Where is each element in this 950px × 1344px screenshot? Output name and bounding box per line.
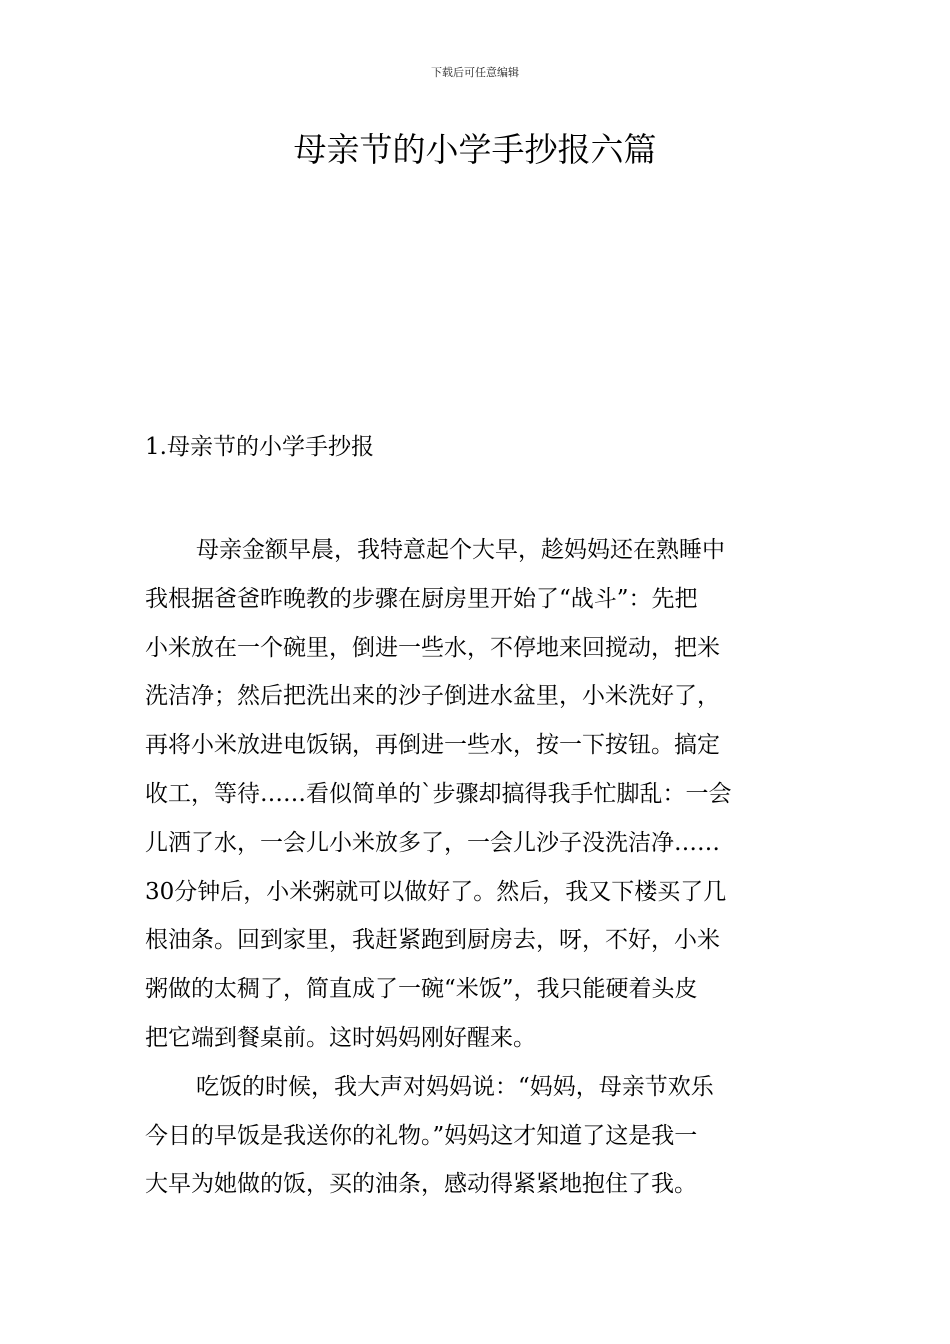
article-body bbox=[145, 526, 810, 1209]
paragraph-line: 我根据爸爸昨晚教的步骤在厨房里开始了“战斗”：先把 bbox=[145, 585, 698, 612]
paragraph-line: 把它端到餐桌前。这时妈妈刚好醒来。 bbox=[145, 1024, 536, 1051]
paragraph-line: 洗洁净；然后把洗出来的沙子倒进水盆里，小米洗好了， bbox=[145, 683, 720, 710]
paragraph-line: 收工，等待……看似简单的`步骤却搞得我手忙脚乱：一会 bbox=[145, 780, 732, 807]
paragraph-line: 大早为她做的饭，买的油条，感动得紧紧地抱住了我。 bbox=[145, 1171, 697, 1198]
paragraph-line: 再将小米放进电饭锅，再倒进一些水，按一下按钮。搞定 bbox=[145, 732, 720, 759]
paragraph-line: 今日的早饭是我送你的礼物。”妈妈这才知道了这是我一 bbox=[145, 1122, 698, 1149]
paragraph-line: 儿洒了水，一会儿小米放多了，一会儿沙子没洗洁净…… bbox=[145, 829, 720, 856]
paragraph-line: 母亲金额早晨，我特意起个大早，趁妈妈还在熟睡中 bbox=[196, 537, 725, 563]
paragraph-line: 根油条。回到家里，我赶紧跑到厨房去，呀，不好，小米 bbox=[145, 927, 720, 954]
paragraph-line: 30分钟后，小米粥就可以做好了。然后，我又下楼买了几 bbox=[145, 878, 727, 905]
paragraph-line: 小米放在一个碗里，倒进一些水，不停地来回搅动，把米 bbox=[145, 634, 720, 661]
paragraph-line: 吃饭的时候，我大声对妈妈说：“妈妈，母亲节欢乐 bbox=[196, 1073, 714, 1100]
paragraph-line: 粥做的太稠了，简直成了一碗“米饭”，我只能硬着头皮 bbox=[145, 976, 698, 1003]
section-heading: 1.母亲节的小学手抄报 bbox=[145, 434, 374, 460]
document-title: 母亲节的小学手抄报六篇 bbox=[293, 130, 657, 169]
page-header-note: 下载后可任意编辑 bbox=[431, 66, 519, 79]
